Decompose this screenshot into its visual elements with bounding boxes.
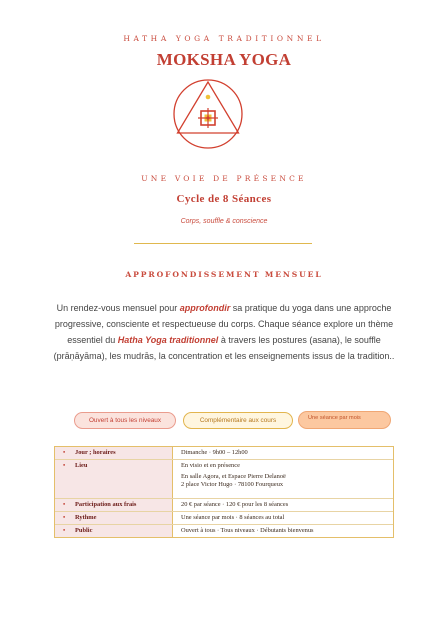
cycle-title: Cycle de 8 Séances [176,193,272,205]
row-label: • Jour ; horaires [55,447,173,459]
intro-paragraph [44,300,404,364]
value-line: Ouvert à tous · Tous niveaux · Débutants bienvenus [181,527,314,534]
eyebrow-text: HATHA YOGA TRADITIONNEL [123,34,325,43]
row-label: • Lieu [55,460,173,498]
table-row [55,460,393,499]
row-label: • Participation aux frais [55,499,173,511]
value-line: 20 € par séance · 120 € pour les 8 séances [181,501,289,508]
bullet-icon: • [63,527,66,534]
divider [134,243,312,244]
table-row [55,525,393,537]
bullet-icon: • [63,514,66,521]
section-heading: APPROFONDISSEMENT MENSUEL [125,270,323,279]
row-value [173,460,393,498]
intro-text-3: à travers les postures (asana), le souffle (prāṇāyāma), les mudrās, la concentration et les enseignements issus de la tradition.. [53,335,395,361]
table-row [55,499,393,512]
row-value [173,499,393,511]
row-value [173,447,393,459]
bullet-icon: • [63,449,66,456]
value-line: En visio et en présence [181,462,240,469]
row-label: • Public [55,525,173,537]
intro-text-1: Un rendez-vous mensuel pour [56,303,180,313]
intro-highlight-approfondir: approfondir [179,303,231,313]
value-line: En salle Agora, et Espace Pierre Delanoë [181,473,286,480]
table-row [55,512,393,525]
row-label: • Rythme [55,512,173,524]
yantra-logo-icon [172,78,244,150]
bullet-icon: • [63,462,66,469]
badge-complementary: Complémentaire aux cours [183,412,293,429]
subtitle: UNE VOIE DE PRÉSENCE [141,174,307,183]
page-title: MOKSHA YOGA [156,50,292,69]
row-value [173,512,393,524]
intro-text-2: sa pratique du yoga dans une approche progressive, consciente et respectueuse du corps. Chaque séance explore un thème essentiel du [54,303,394,345]
row-value [173,525,393,537]
bullet-icon: • [63,501,66,508]
tagline: Corps, souffle & conscience [180,218,268,225]
badge-monthly: Une séance par mois [298,411,391,429]
details-table [54,446,394,538]
badge-levels: Ouvert à tous les niveaux [74,412,176,429]
intro-highlight-hatha: Hatha Yoga traditionnel [117,335,219,345]
value-line: Dimanche · 9h00 – 12h00 [181,449,248,456]
value-line: Une séance par mois · 8 séances au total [181,514,285,521]
value-line: 2 place Victor Hugo · 78100 Fourqueux [181,481,284,488]
table-row [55,447,393,460]
